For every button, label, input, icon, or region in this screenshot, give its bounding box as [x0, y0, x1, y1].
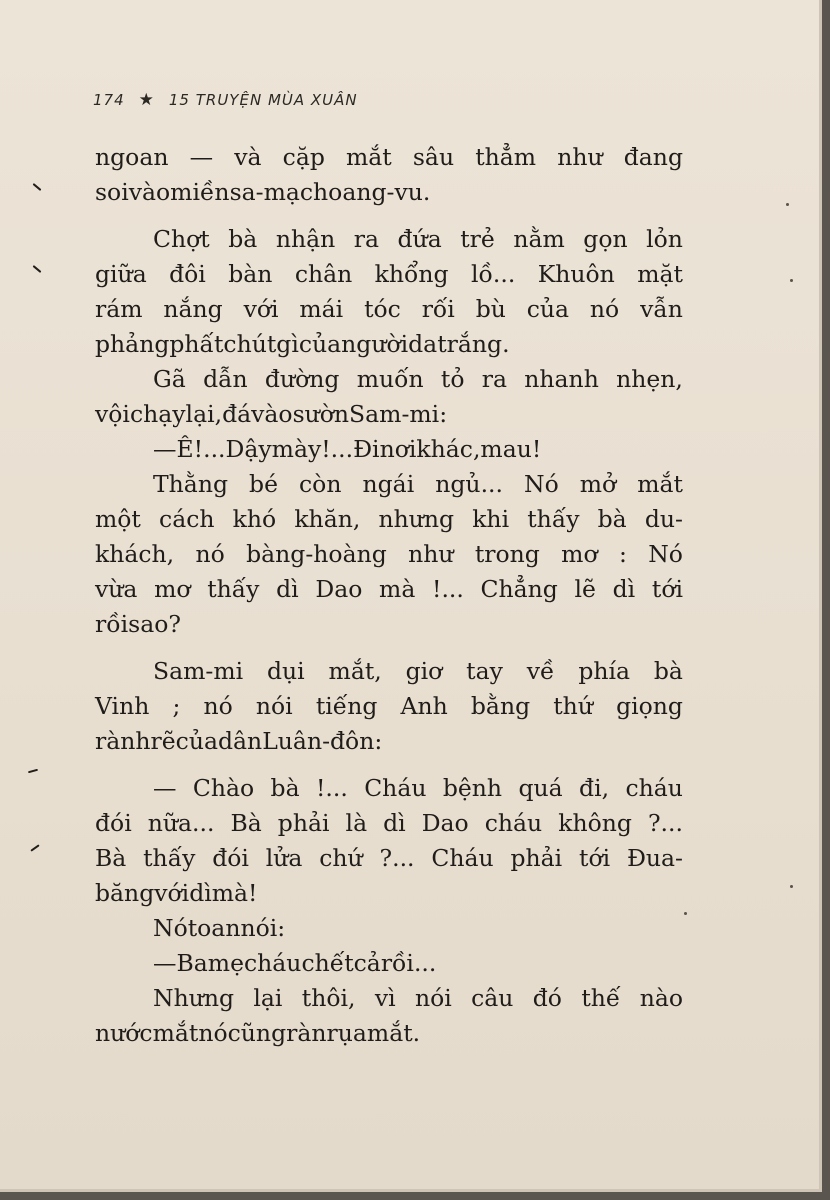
word: ! — [531, 435, 542, 463]
word: giọng — [616, 692, 683, 720]
word: cũng — [227, 1019, 287, 1047]
word: bé — [249, 470, 278, 498]
word: nhẹn, — [616, 365, 683, 393]
word: nói — [255, 692, 293, 720]
word: rụa — [326, 1019, 367, 1047]
word: Cháu — [431, 844, 494, 872]
margin-mark-icon — [30, 844, 39, 851]
word: Khuôn — [537, 260, 615, 288]
word: thấy — [143, 844, 196, 872]
word: rẽ — [150, 727, 176, 755]
word: nào — [639, 984, 683, 1012]
word: mẹ — [207, 949, 244, 977]
word: muốn — [356, 365, 424, 393]
word: soi — [95, 178, 129, 206]
word: đi, — [579, 774, 610, 802]
margin-mark-icon — [33, 183, 42, 191]
word: đói — [212, 844, 249, 872]
word: : — [618, 540, 627, 568]
word: Bà — [95, 844, 127, 872]
word: của — [298, 330, 342, 358]
word: Thằng — [153, 470, 228, 498]
word: mắt. — [366, 1019, 421, 1047]
text-line — [95, 140, 683, 175]
word: hoang-vu. — [313, 178, 431, 206]
word: chút — [223, 330, 277, 358]
word: mắt — [637, 470, 683, 498]
word: với — [154, 879, 190, 907]
word: vào — [251, 400, 293, 428]
word: chạy — [129, 400, 186, 428]
word: mở — [579, 470, 617, 498]
word: không — [558, 809, 632, 837]
word: trẻ — [460, 225, 495, 253]
word: cháu — [243, 949, 302, 977]
word: chứ — [319, 844, 363, 872]
word: chân — [294, 260, 353, 288]
word: chết — [301, 949, 354, 977]
word: khi — [472, 505, 510, 533]
paper-speck-icon — [684, 912, 687, 915]
word: còn — [299, 470, 342, 498]
word: mau — [480, 435, 532, 463]
word: vội — [95, 400, 130, 428]
margin-mark-icon — [28, 769, 38, 774]
word: bà — [653, 657, 683, 685]
word: bàn — [228, 260, 273, 288]
word: tới — [651, 575, 683, 603]
word: thứ — [553, 692, 593, 720]
word: bằng — [470, 692, 531, 720]
text-line — [95, 724, 683, 759]
word: du- — [644, 505, 683, 533]
word: của — [526, 295, 570, 323]
word: bệnh — [442, 774, 503, 802]
word: gì — [276, 330, 299, 358]
word: phất — [169, 330, 224, 358]
word: mắt, — [328, 657, 382, 685]
word: mơ — [154, 575, 191, 603]
word: Anh — [400, 692, 448, 720]
word: : — [374, 727, 383, 755]
text-line — [95, 362, 683, 397]
word: Nhưng — [153, 984, 235, 1012]
word: phảng — [95, 330, 170, 358]
text-line — [95, 876, 683, 911]
word: quá — [518, 774, 563, 802]
word: — — [153, 774, 177, 802]
text-line — [95, 689, 683, 724]
word: phía — [578, 657, 631, 685]
word: nhưng — [378, 505, 455, 533]
word: ngoan — [95, 143, 169, 171]
word: Dậy — [225, 435, 272, 463]
text-line — [95, 467, 683, 502]
word: ra — [481, 365, 508, 393]
word: nói — [414, 984, 452, 1012]
word: !... — [321, 435, 354, 463]
word: tỏ — [440, 365, 465, 393]
word: tới — [579, 844, 611, 872]
word: vào — [128, 178, 171, 206]
page-header — [93, 90, 358, 110]
word: vì — [374, 984, 396, 1012]
word: dân — [217, 727, 263, 755]
word: ? — [168, 610, 181, 638]
word: mặt — [637, 260, 683, 288]
word: thẳm — [475, 143, 537, 171]
word: thế — [581, 984, 621, 1012]
word: ?... — [647, 809, 683, 837]
word: nó — [195, 540, 225, 568]
word: khăn, — [294, 505, 361, 533]
word: Bà — [230, 809, 262, 837]
word: vừa — [95, 575, 138, 603]
text-line — [95, 841, 683, 876]
text-line — [95, 1016, 683, 1051]
word: nói — [240, 914, 278, 942]
word: phải — [277, 809, 330, 837]
word: giữa — [95, 260, 147, 288]
word: Dao — [315, 575, 363, 603]
word: trong — [474, 540, 540, 568]
word: thấy — [527, 505, 580, 533]
word: bàng-hoàng — [246, 540, 387, 568]
word: !... — [193, 435, 226, 463]
word: như — [408, 540, 454, 568]
paper-speck-icon — [790, 885, 793, 888]
word: miền — [170, 178, 230, 206]
word: ; — [172, 692, 181, 720]
word: Nó — [524, 470, 559, 498]
word: vẫn — [640, 295, 683, 323]
word: : — [439, 400, 448, 428]
word: Đua- — [626, 844, 683, 872]
word: băng — [95, 879, 155, 907]
word: phải — [510, 844, 563, 872]
paper-speck-icon — [790, 279, 793, 282]
word: da — [408, 330, 438, 358]
word: dì — [276, 575, 299, 603]
word: với — [243, 295, 279, 323]
word: ngủ... — [435, 470, 503, 498]
margin-mark-icon — [33, 265, 42, 273]
word: dì — [383, 809, 406, 837]
word: thôi, — [301, 984, 356, 1012]
word: đang — [623, 143, 683, 171]
word: rồi... — [380, 949, 437, 977]
word: Cháu — [364, 774, 427, 802]
word: ! — [248, 879, 258, 907]
word: Ê — [176, 435, 194, 463]
word: bà — [597, 505, 627, 533]
word: của — [175, 727, 218, 755]
word: một — [95, 505, 141, 533]
text-line — [95, 607, 683, 642]
word: khách, — [95, 540, 175, 568]
word: về — [526, 657, 555, 685]
word: khó — [232, 505, 277, 533]
word: ràn — [286, 1019, 327, 1047]
word: Gã — [153, 365, 186, 393]
word: rành — [95, 727, 151, 755]
word: : — [277, 914, 286, 942]
word: người — [341, 330, 409, 358]
word: Sam-mi — [349, 400, 440, 428]
word: toan — [187, 914, 241, 942]
word: ra — [353, 225, 379, 253]
book-title: 15 TRUYỆN MÙA XUÂN — [168, 91, 358, 109]
word: tóc — [364, 295, 401, 323]
text-line — [95, 327, 683, 362]
word: Chẳng — [480, 575, 558, 603]
word: nó — [589, 295, 620, 323]
word: dì — [612, 575, 636, 603]
word: đôi — [169, 260, 206, 288]
word: bà — [270, 774, 300, 802]
word: lửa — [265, 844, 303, 872]
word: — — [153, 435, 177, 463]
word: nơi — [379, 435, 417, 463]
word: mắt — [152, 1019, 199, 1047]
word: Chợt — [153, 225, 210, 253]
word: Dao — [421, 809, 469, 837]
text-line — [95, 806, 683, 841]
word: gọn — [583, 225, 628, 253]
word: giơ — [405, 657, 443, 685]
word: sao — [128, 610, 169, 638]
text-line — [95, 222, 683, 257]
word: khổng — [374, 260, 449, 288]
word: trắng. — [437, 330, 510, 358]
text-line — [95, 502, 683, 537]
body-text — [95, 140, 683, 1051]
word: sâu — [412, 143, 455, 171]
text-line — [95, 292, 683, 327]
text-line — [95, 771, 683, 806]
word: cháu — [625, 774, 683, 802]
word: đá — [222, 400, 252, 428]
word: mơ — [561, 540, 598, 568]
text-line — [95, 654, 683, 689]
word: nhanh — [524, 365, 599, 393]
word: !... — [315, 774, 348, 802]
word: lại — [253, 984, 283, 1012]
word: mày — [271, 435, 322, 463]
text-line — [95, 175, 683, 210]
text-line — [95, 257, 683, 292]
word: cháu — [484, 809, 543, 837]
text-line — [95, 946, 683, 981]
word: lại, — [185, 400, 223, 428]
word: là — [345, 809, 368, 837]
word: cả — [353, 949, 381, 977]
word: cách — [159, 505, 215, 533]
word: nước — [95, 1019, 153, 1047]
word: thấy — [207, 575, 260, 603]
page-number: 174 — [93, 91, 125, 109]
word: nhận — [275, 225, 336, 253]
text-line — [95, 537, 683, 572]
word: Vinh — [95, 692, 150, 720]
word: dì — [189, 879, 212, 907]
word: nó — [203, 692, 233, 720]
word: mái — [299, 295, 344, 323]
word: dụi — [266, 657, 305, 685]
word: lẽ — [574, 575, 596, 603]
word: mắt — [346, 143, 392, 171]
paper-speck-icon — [786, 203, 789, 206]
word: lồ... — [470, 260, 516, 288]
word: ngái — [362, 470, 415, 498]
text-line — [95, 911, 683, 946]
word: lỏn — [646, 225, 683, 253]
word: mà — [379, 575, 416, 603]
word: Đi — [353, 435, 380, 463]
word: ?... — [379, 844, 415, 872]
word: Sam-mi — [153, 657, 244, 685]
word: !... — [432, 575, 464, 603]
word: bù — [475, 295, 506, 323]
word: sa-mạc — [229, 178, 314, 206]
word: nữa... — [147, 809, 215, 837]
word: — — [153, 949, 177, 977]
word: tiếng — [315, 692, 378, 720]
word: câu — [471, 984, 514, 1012]
word: như — [557, 143, 603, 171]
word: sườn — [292, 400, 350, 428]
word: — — [189, 143, 214, 171]
text-line — [95, 572, 683, 607]
word: nó — [198, 1019, 228, 1047]
word: và — [234, 143, 262, 171]
word: Nó — [153, 914, 188, 942]
word: rám — [95, 295, 143, 323]
word: Luân-đôn — [262, 727, 375, 755]
word: rối — [421, 295, 455, 323]
word: Nó — [648, 540, 683, 568]
word: Ba — [176, 949, 208, 977]
word: nắng — [163, 295, 223, 323]
word: đứa — [397, 225, 442, 253]
word: đường — [264, 365, 340, 393]
word: rồi — [95, 610, 129, 638]
word: Chào — [192, 774, 255, 802]
word: cặp — [282, 143, 325, 171]
word: nằm — [513, 225, 565, 253]
text-line — [95, 397, 683, 432]
word: tay — [466, 657, 503, 685]
text-line — [95, 432, 683, 467]
word: bà — [228, 225, 258, 253]
star-separator-icon: ★ — [138, 90, 155, 110]
word: đói — [95, 809, 132, 837]
word: khác, — [416, 435, 481, 463]
word: dẫn — [203, 365, 248, 393]
word: mà — [211, 879, 249, 907]
word: đó — [532, 984, 562, 1012]
text-line — [95, 981, 683, 1016]
